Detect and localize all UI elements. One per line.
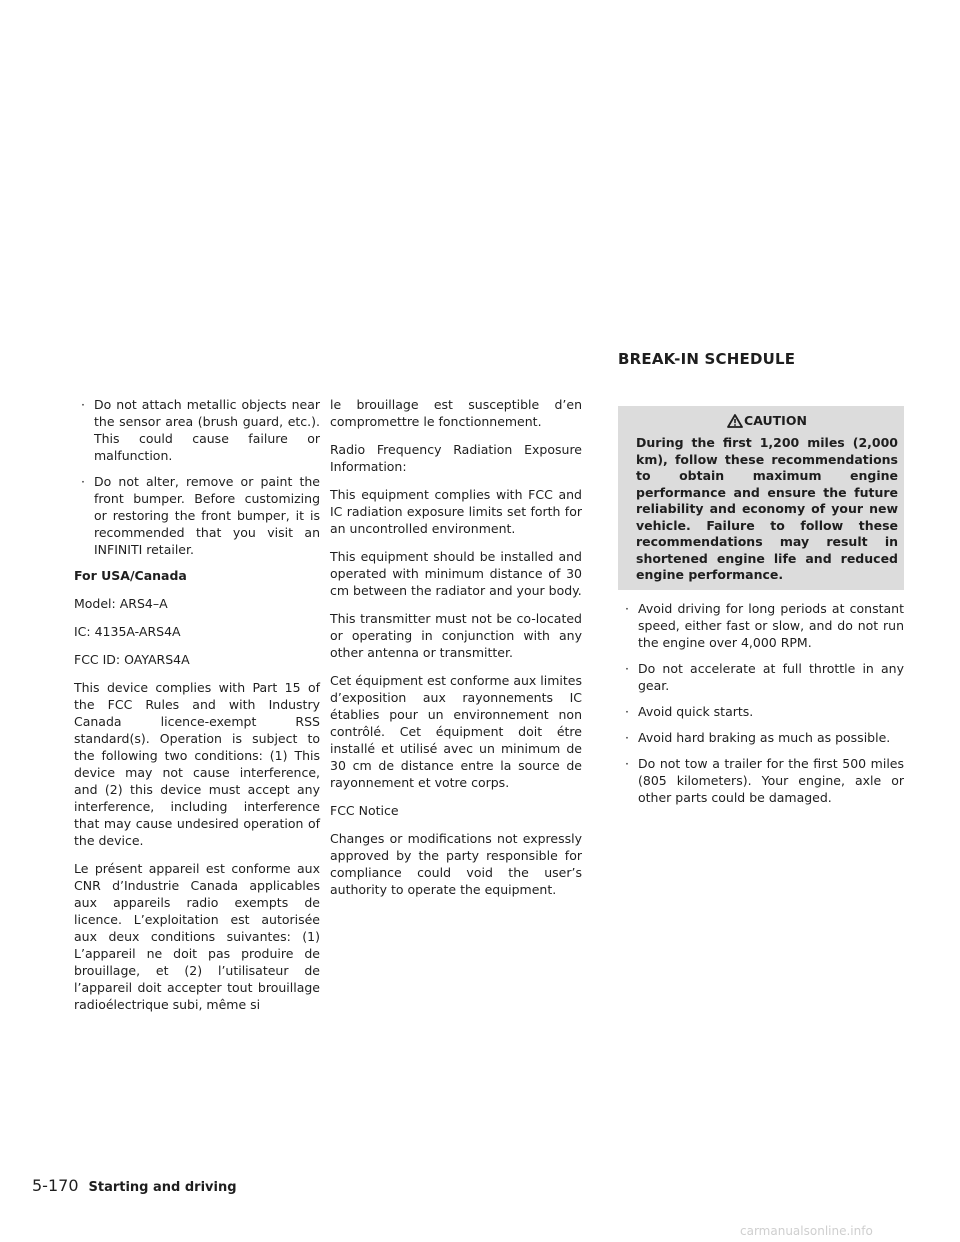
list-item: · Avoid quick starts. xyxy=(625,703,754,719)
caution-text: During the first 1,200 miles (2,000 km), follow these recommendations to obtain maximum engine performance and ensure the future reliability and economy of your new vehicle. Failure to follow these recommendations may result in shortened engine life and reduced engine performance. xyxy=(636,435,898,582)
paragraph: This equipment should be installed and operated with minimum distance of 30 cm between the radiator and your body. xyxy=(330,549,582,598)
break-in-schedule-heading: BREAK-IN SCHEDULE xyxy=(618,350,796,368)
fcc-notice-heading: FCC Notice xyxy=(330,803,399,818)
list-item: · Do not alter, remove or paint the front bumper. Before customizing or restoring the front bumper, it is recommended that you visit an INFINITI retailer. xyxy=(81,474,320,557)
list-item: · Do not accelerate at full throttle in any gear. xyxy=(625,660,904,693)
paragraph: Changes or modifications not expressly approved by the party responsible for compliance could void the user’s authority to operate the equipment. xyxy=(330,831,582,897)
right-column xyxy=(618,406,904,815)
paragraph: This transmitter must not be co-located or operating in conjunction with any other antenna or transmitter. xyxy=(330,611,582,660)
caution-box xyxy=(618,406,904,590)
list-item: · Do not attach metallic objects near the sensor area (brush guard, etc.). This could cause failure or malfunction. xyxy=(81,397,320,463)
list-item: · Do not tow a trailer for the first 500 miles (805 kilometers). Your engine, axle or other parts could be damaged. xyxy=(625,755,904,805)
watermark-text: carmanualsonline.info xyxy=(740,1224,873,1238)
list-item: · Avoid hard braking as much as possible. xyxy=(625,729,891,745)
paragraph: This equipment complies with FCC and IC radiation exposure limits set forth for an uncontrolled environment. xyxy=(330,487,582,536)
model-text: Model: ARS4–A xyxy=(74,596,168,611)
left-column xyxy=(74,396,320,1024)
section-heading-usa-canada: For USA/Canada xyxy=(74,568,187,583)
page-number: 5-170 xyxy=(32,1176,79,1195)
paragraph: le brouillage est susceptible d’en compromettre le fonctionnement. xyxy=(330,397,582,429)
list-item: · Avoid driving for long periods at constant speed, either fast or slow, and do not run the engine over 4,000 RPM. xyxy=(625,600,904,650)
ic-text: IC: 4135A-ARS4A xyxy=(74,624,181,639)
caution-label: CAUTION xyxy=(744,413,807,428)
caution-header xyxy=(636,412,898,429)
paragraph: Cet équipment est conforme aux limites d’exposition aux rayonnements IC établies pour un environnement non contrôlé. Cet équipment doit étre installé et utilisé avec un minimum de 30 cm de distance entre la source de rayonnement et votre corps. xyxy=(330,673,582,790)
page-footer xyxy=(32,1176,237,1195)
paragraph: This device complies with Part 15 of the FCC Rules and with Industry Canada licence-exempt RSS standard(s). Operation is subject to the following two conditions: (1) This device may not cause interference, and (2) this device must accept any interference, including interference that may cause undesired operation of the device. xyxy=(74,680,320,848)
warning-triangle-icon xyxy=(727,414,743,428)
fcc-id-text: FCC ID: OAYARS4A xyxy=(74,652,190,667)
paragraph: Radio Frequency Radiation Exposure Information: xyxy=(330,442,582,474)
middle-column xyxy=(330,396,582,909)
section-title: Starting and driving xyxy=(88,1180,237,1195)
paragraph: Le présent appareil est conforme aux CNR d’Industrie Canada applicables aux appareils radio exempts de licence. L’exploitation est autorisée aux deux conditions suivantes: (1) L’appareil ne doit pas produire de brouillage, et (2) l’utilisateur de l’appareil doit accepter tout brouillage radioélectrique subi, même si xyxy=(74,861,320,1012)
